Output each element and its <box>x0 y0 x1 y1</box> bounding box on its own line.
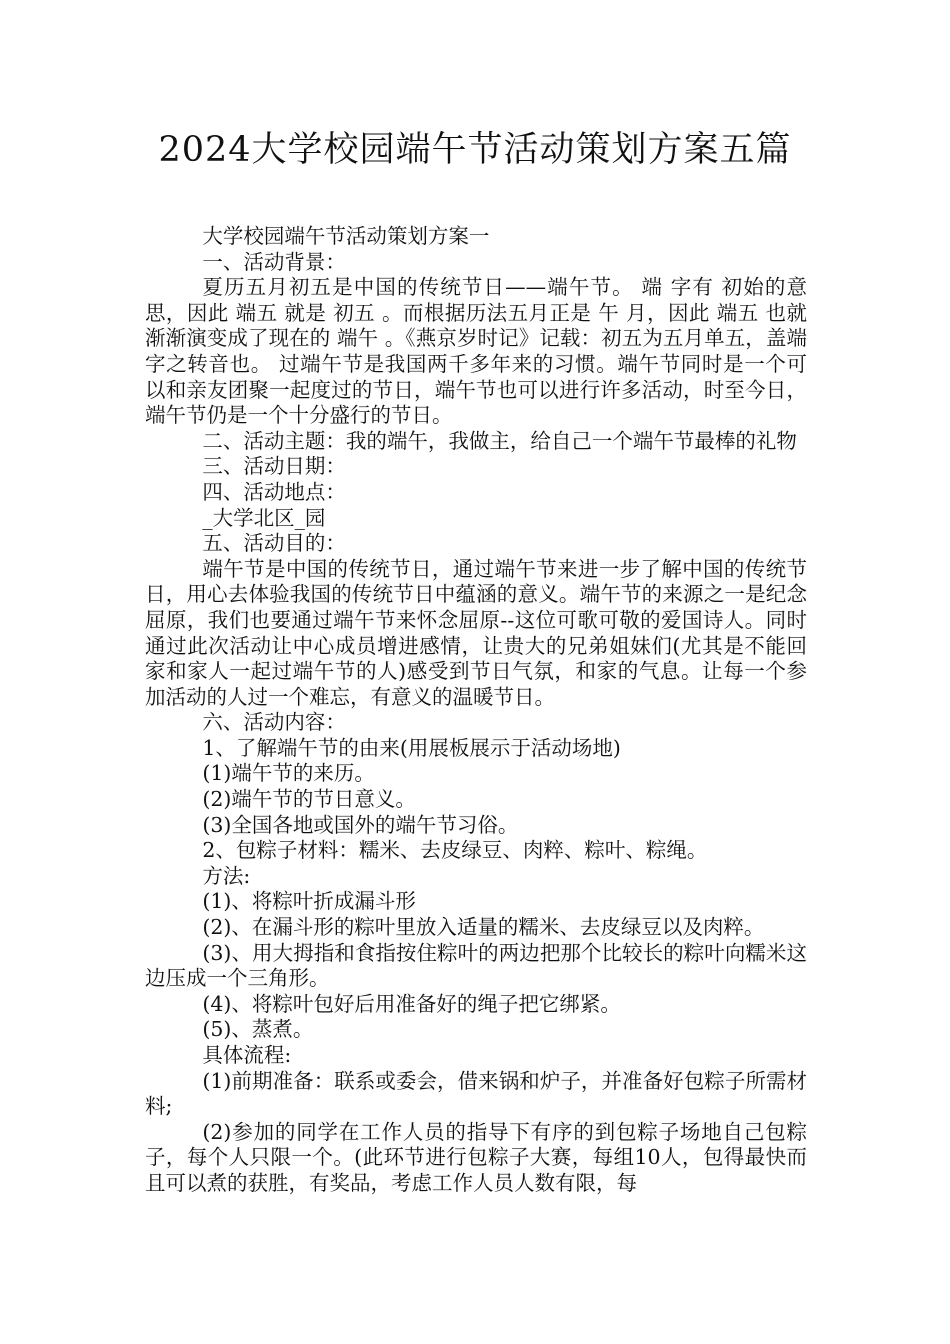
paragraph: 一、活动背景： <box>202 249 346 274</box>
paragraph: (3)、用大拇指和食指按住粽叶的两边把那个比较长的粽叶向糯米这边压成一个三角形。 <box>145 940 807 991</box>
paragraph: 大学校园端午节活动策划方案一 <box>202 224 490 248</box>
paragraph: 四、活动地点： <box>202 479 346 504</box>
paragraph: 方法: <box>202 863 251 888</box>
paragraph: (3)全国各地或国外的端午节习俗。 <box>202 812 519 837</box>
paragraph: 三、活动日期： <box>202 454 346 479</box>
paragraph: 端午节是中国的传统节日，通过端午节来进一步了解中国的传统节日，用心去体验我国的传统节日中蕴涵的意义。端午节的来源之一是纪念屈原，我们也要通过端午节来怀念屈原--这位可歌可敬的爱国诗人。同时通过此次活动让中心成员增进感情，让贵大的兄弟姐妹们(尤其是不能回家和家人一起过端午节的人)感受到节日气氛，和家的气息。让每一个参加活动的人过一个难忘，有意义的温暖节日。 <box>145 556 807 709</box>
paragraph: (4)、将粽叶包好后用准备好的绳子把它绑紧。 <box>202 991 621 1016</box>
paragraph: 1、了解端午节的由来(用展板展示于活动场地) <box>202 735 621 760</box>
document-body <box>145 224 807 1197</box>
paragraph: (2)、在漏斗形的粽叶里放入适量的糯米、去皮绿豆以及肉粹。 <box>202 915 765 940</box>
paragraph: (5)、蒸煮。 <box>202 1017 314 1042</box>
paragraph: _大学北区_园 <box>202 505 326 530</box>
document-title: 2024大学校园端午节活动策划方案五篇 <box>158 130 792 170</box>
paragraph: (2)端午节的节日意义。 <box>202 787 416 812</box>
paragraph: (1)、将粽叶折成漏斗形 <box>202 889 416 914</box>
paragraph: (2)参加的同学在工作人员的指导下有序的到包粽子场地自己包粽子，每个人只限一个。(此环节进行包粽子大赛，每组10人，包得最快而且可以煮的获胜，有奖品，考虑工作人员人数有限，每 <box>145 1119 807 1195</box>
paragraph: 具体流程: <box>202 1043 292 1067</box>
paragraph: 六、活动内容： <box>202 710 346 735</box>
paragraph: 五、活动目的： <box>202 531 346 556</box>
paragraph: 二、活动主题：我的端午，我做主，给自己一个端午节最棒的礼物 <box>202 428 797 453</box>
paragraph: 夏历五月初五是中国的传统节日——端午节。 端 字有 初始的意思，因此 端五 就是 初五 。而根据历法五月正是 午 月，因此 端五 也就渐渐演变成了现在的 端午 。《燕京岁时记》记载：初五为五月单五，盖端字之转音也。 过端午节是我国两千多年来的习惯。端午节同时是一个可以和亲友团聚一起度过的节日，端午节也可以进行许多活动，时至今日，端午节仍是一个十分盛行的节日。 <box>145 275 807 428</box>
paragraph: (1)前期准备：联系或委会，借来锅和炉子，并准备好包粽子所需材料; <box>145 1068 807 1119</box>
paragraph: (1)端午节的来历。 <box>202 761 375 786</box>
paragraph: 2、包粽子材料：糯米、去皮绿豆、肉粹、粽叶、粽绳。 <box>202 838 708 863</box>
